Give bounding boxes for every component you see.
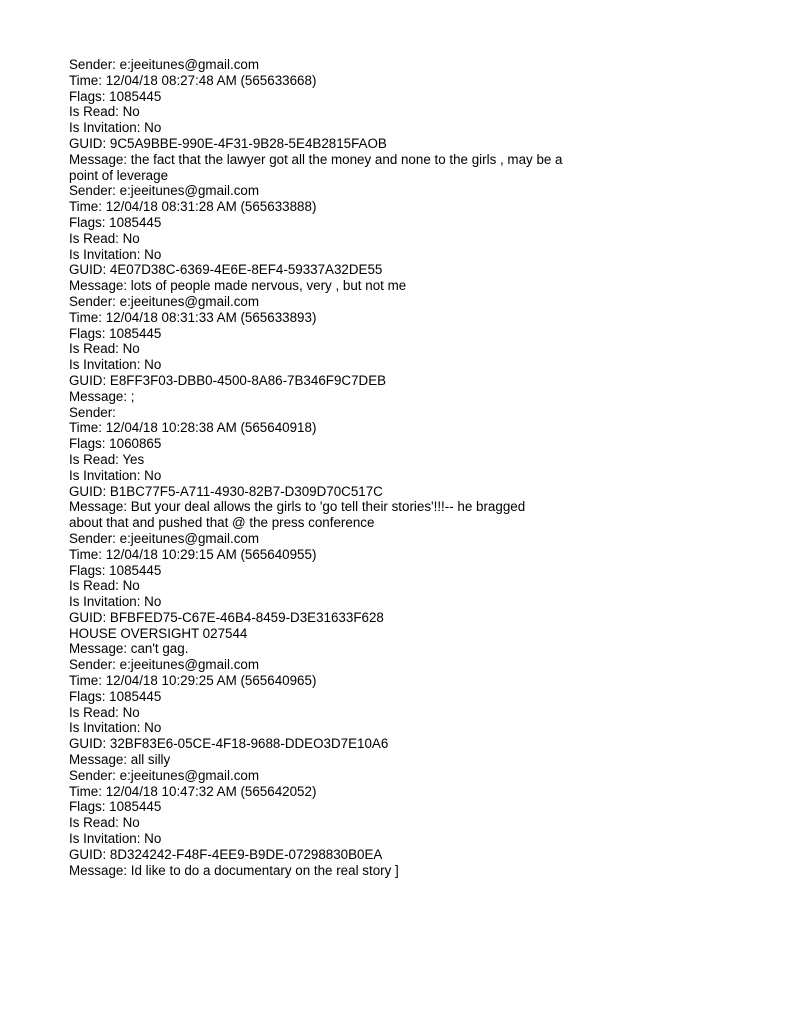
text-line: Message: all silly bbox=[69, 752, 171, 768]
text-line: Sender: bbox=[69, 404, 116, 420]
text-line: Is Invitation: No bbox=[69, 831, 162, 847]
text-line: Is Invitation: No bbox=[69, 467, 162, 483]
text-line: HOUSE OVERSIGHT 027544 bbox=[69, 625, 248, 641]
text-line: Sender: e:jeeitunes@gmail.com bbox=[69, 293, 259, 309]
document-body bbox=[69, 57, 669, 878]
text-line: Message: the fact that the lawyer got all the money and none to the girls , may be a bbox=[69, 151, 563, 167]
text-line: Flags: 1085445 bbox=[69, 688, 162, 704]
text-line: Is Read: No bbox=[69, 230, 140, 246]
text-line: Flags: 1085445 bbox=[69, 88, 162, 104]
text-line: GUID: 32BF83E6-05CE-4F18-9688-DDEO3D7E10A6 bbox=[69, 736, 389, 752]
text-line: Time: 12/04/18 10:29:15 AM (565640955) bbox=[69, 546, 317, 562]
text-line: GUID: 8D324242-F48F-4EE9-B9DE-07298830B0EA bbox=[69, 846, 383, 862]
text-line: Is Read: No bbox=[69, 578, 140, 594]
text-line: about that and pushed that @ the press conference bbox=[69, 515, 375, 531]
text-line: Time: 12/04/18 08:31:33 AM (565633893) bbox=[69, 309, 317, 325]
text-line: Sender: e:jeeitunes@gmail.com bbox=[69, 657, 259, 673]
text-line: Is Read: No bbox=[69, 341, 140, 357]
text-line: Flags: 1060865 bbox=[69, 436, 162, 452]
text-line: Time: 12/04/18 08:27:48 AM (565633668) bbox=[69, 72, 317, 88]
text-line: point of leverage bbox=[69, 167, 169, 183]
text-line: Is Invitation: No bbox=[69, 594, 162, 610]
text-line: Message: But your deal allows the girls to 'go tell their stories'!!!-- he bragged bbox=[69, 499, 526, 515]
text-line: Time: 12/04/18 10:28:38 AM (565640918) bbox=[69, 420, 317, 436]
text-line: Message: ; bbox=[69, 388, 135, 404]
text-line: Flags: 1085445 bbox=[69, 562, 162, 578]
text-line: Is Invitation: No bbox=[69, 120, 162, 136]
text-line: Is Read: Yes bbox=[69, 451, 145, 467]
text-line: Sender: e:jeeitunes@gmail.com bbox=[69, 183, 259, 199]
text-line: GUID: B1BC77F5-A711-4930-82B7-D309D70C517C bbox=[69, 483, 383, 499]
text-line: Sender: e:jeeitunes@gmail.com bbox=[69, 767, 259, 783]
text-line: GUID: 9C5A9BBE-990E-4F31-9B28-5E4B2815FAOB bbox=[69, 135, 387, 151]
text-line: Message: lots of people made nervous, very , but not me bbox=[69, 278, 407, 294]
text-line: Is Read: No bbox=[69, 815, 140, 831]
text-line: Sender: e:jeeitunes@gmail.com bbox=[69, 530, 259, 546]
text-line: Flags: 1085445 bbox=[69, 325, 162, 341]
text-line: Is Invitation: No bbox=[69, 720, 162, 736]
text-line: Is Read: No bbox=[69, 704, 140, 720]
text-line: Time: 12/04/18 10:47:32 AM (565642052) bbox=[69, 783, 317, 799]
text-line: Is Read: No bbox=[69, 104, 140, 120]
text-line: Flags: 1085445 bbox=[69, 799, 162, 815]
text-line: Message: can't gag. bbox=[69, 641, 189, 657]
text-line: Flags: 1085445 bbox=[69, 214, 162, 230]
text-line: GUID: BFBFED75-C67E-46B4-8459-D3E31633F628 bbox=[69, 609, 384, 625]
text-line: GUID: 4E07D38C-6369-4E6E-8EF4-59337A32DE55 bbox=[69, 262, 383, 278]
text-line: Time: 12/04/18 08:31:28 AM (565633888) bbox=[69, 199, 317, 215]
text-line: Sender: e:jeeitunes@gmail.com bbox=[69, 57, 259, 72]
text-line: Is Invitation: No bbox=[69, 357, 162, 373]
text-line: Message: Id like to do a documentary on the real story ] bbox=[69, 862, 399, 878]
text-line: Time: 12/04/18 10:29:25 AM (565640965) bbox=[69, 673, 317, 689]
text-line: Is Invitation: No bbox=[69, 246, 162, 262]
text-line: GUID: E8FF3F03-DBB0-4500-8A86-7B346F9C7DEB bbox=[69, 372, 387, 388]
